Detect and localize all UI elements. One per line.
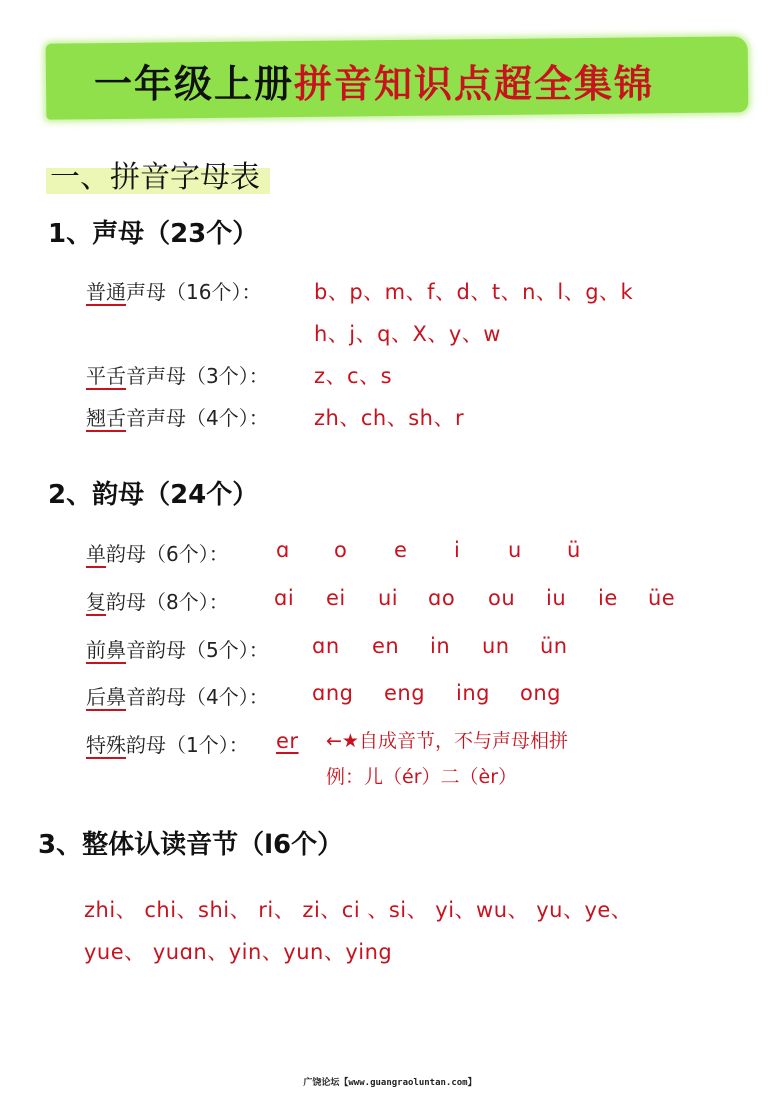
label-rest: 音声母（4个）： [126,406,269,430]
final-item: ɑo [428,586,456,610]
final-item: ɑ [276,538,290,562]
label-underlined: 后鼻 [86,685,126,709]
label-underlined: 平舌 [86,364,126,388]
title-red-part: 拼音知识点超全集锦 [294,62,655,106]
finals-heading: 2、韵母（24个） [48,480,259,510]
consonant-values-flat: z、c、s [314,364,393,388]
consonant-label-common [86,276,261,305]
special-note: ←★自成音节，不与声母相拼 [326,730,568,752]
whole-syllables-line-2: yue、 yuɑn、yin、yun、ying [84,940,393,964]
consonants-heading: 1、声母（23个） [48,219,259,249]
final-item: un [482,634,510,658]
final-item: i [454,538,461,562]
label-underlined: 特殊 [86,733,126,757]
consonant-values-retroflex: zh、ch、sh、r [314,406,465,430]
final-item-er: er [276,729,299,753]
final-item: ɑng [312,681,354,705]
final-item: ei [326,586,346,610]
final-item: ɑn [312,634,340,658]
section-heading: 一、拼音字母表 [50,160,260,195]
final-item: o [334,538,348,562]
label-rest: 音声母（3个）： [126,364,269,388]
label-rest: 音韵母（5个）： [126,638,269,662]
final-label-back-nasal [86,681,269,710]
consonant-values-common-1: b、p、m、f、d、t、n、l、g、k [314,280,634,304]
consonant-values-common-2: h、j、q、X、y、w [314,322,501,346]
final-item: e [394,538,408,562]
final-item: iu [546,586,567,610]
final-label-special [86,729,249,758]
whole-syllables-heading: 3、整体认读音节（l6个） [38,830,344,860]
label-rest: 音韵母（4个）： [126,685,269,709]
final-item: ü [567,538,581,562]
final-item: ün [540,634,568,658]
label-rest: 韵母（6个）： [106,542,229,566]
final-item: ong [520,681,561,705]
label-underlined: 翘舌 [86,406,126,430]
label-underlined: 前鼻 [86,638,126,662]
final-item: üe [648,586,676,610]
label-rest: 声母（16个）： [126,280,262,304]
consonant-label-flat [86,360,269,389]
final-item: in [430,634,451,658]
label-rest: 韵母（8个）： [106,590,229,614]
final-item: ɑi [274,586,295,610]
label-underlined: 单 [86,542,106,566]
final-item: eng [384,681,426,705]
final-label-compound [86,586,229,615]
whole-syllables-line-1: zhi、 chi、shi、 ri、 zi、ci 、si、 yi、wu、 yu、ye、 [84,898,633,922]
final-label-front-nasal [86,634,269,663]
final-item: ie [598,586,618,610]
final-label-single [86,538,229,567]
consonant-label-retroflex [86,402,269,431]
final-item: ing [456,681,490,705]
final-item: ui [378,586,399,610]
title-black-part: 一年级上册 [94,62,295,106]
final-item: u [508,538,522,562]
final-item: ou [488,586,516,610]
label-underlined: 复 [86,590,106,614]
special-example: 例：儿（ér）二（èr） [326,766,518,788]
label-rest: 韵母（1个）： [126,733,249,757]
footer-watermark: 广饶论坛【www.guangraoluntan.com】 [303,1078,477,1088]
final-item: en [372,634,400,658]
page-title [94,53,654,108]
label-underlined: 普通 [86,280,126,304]
